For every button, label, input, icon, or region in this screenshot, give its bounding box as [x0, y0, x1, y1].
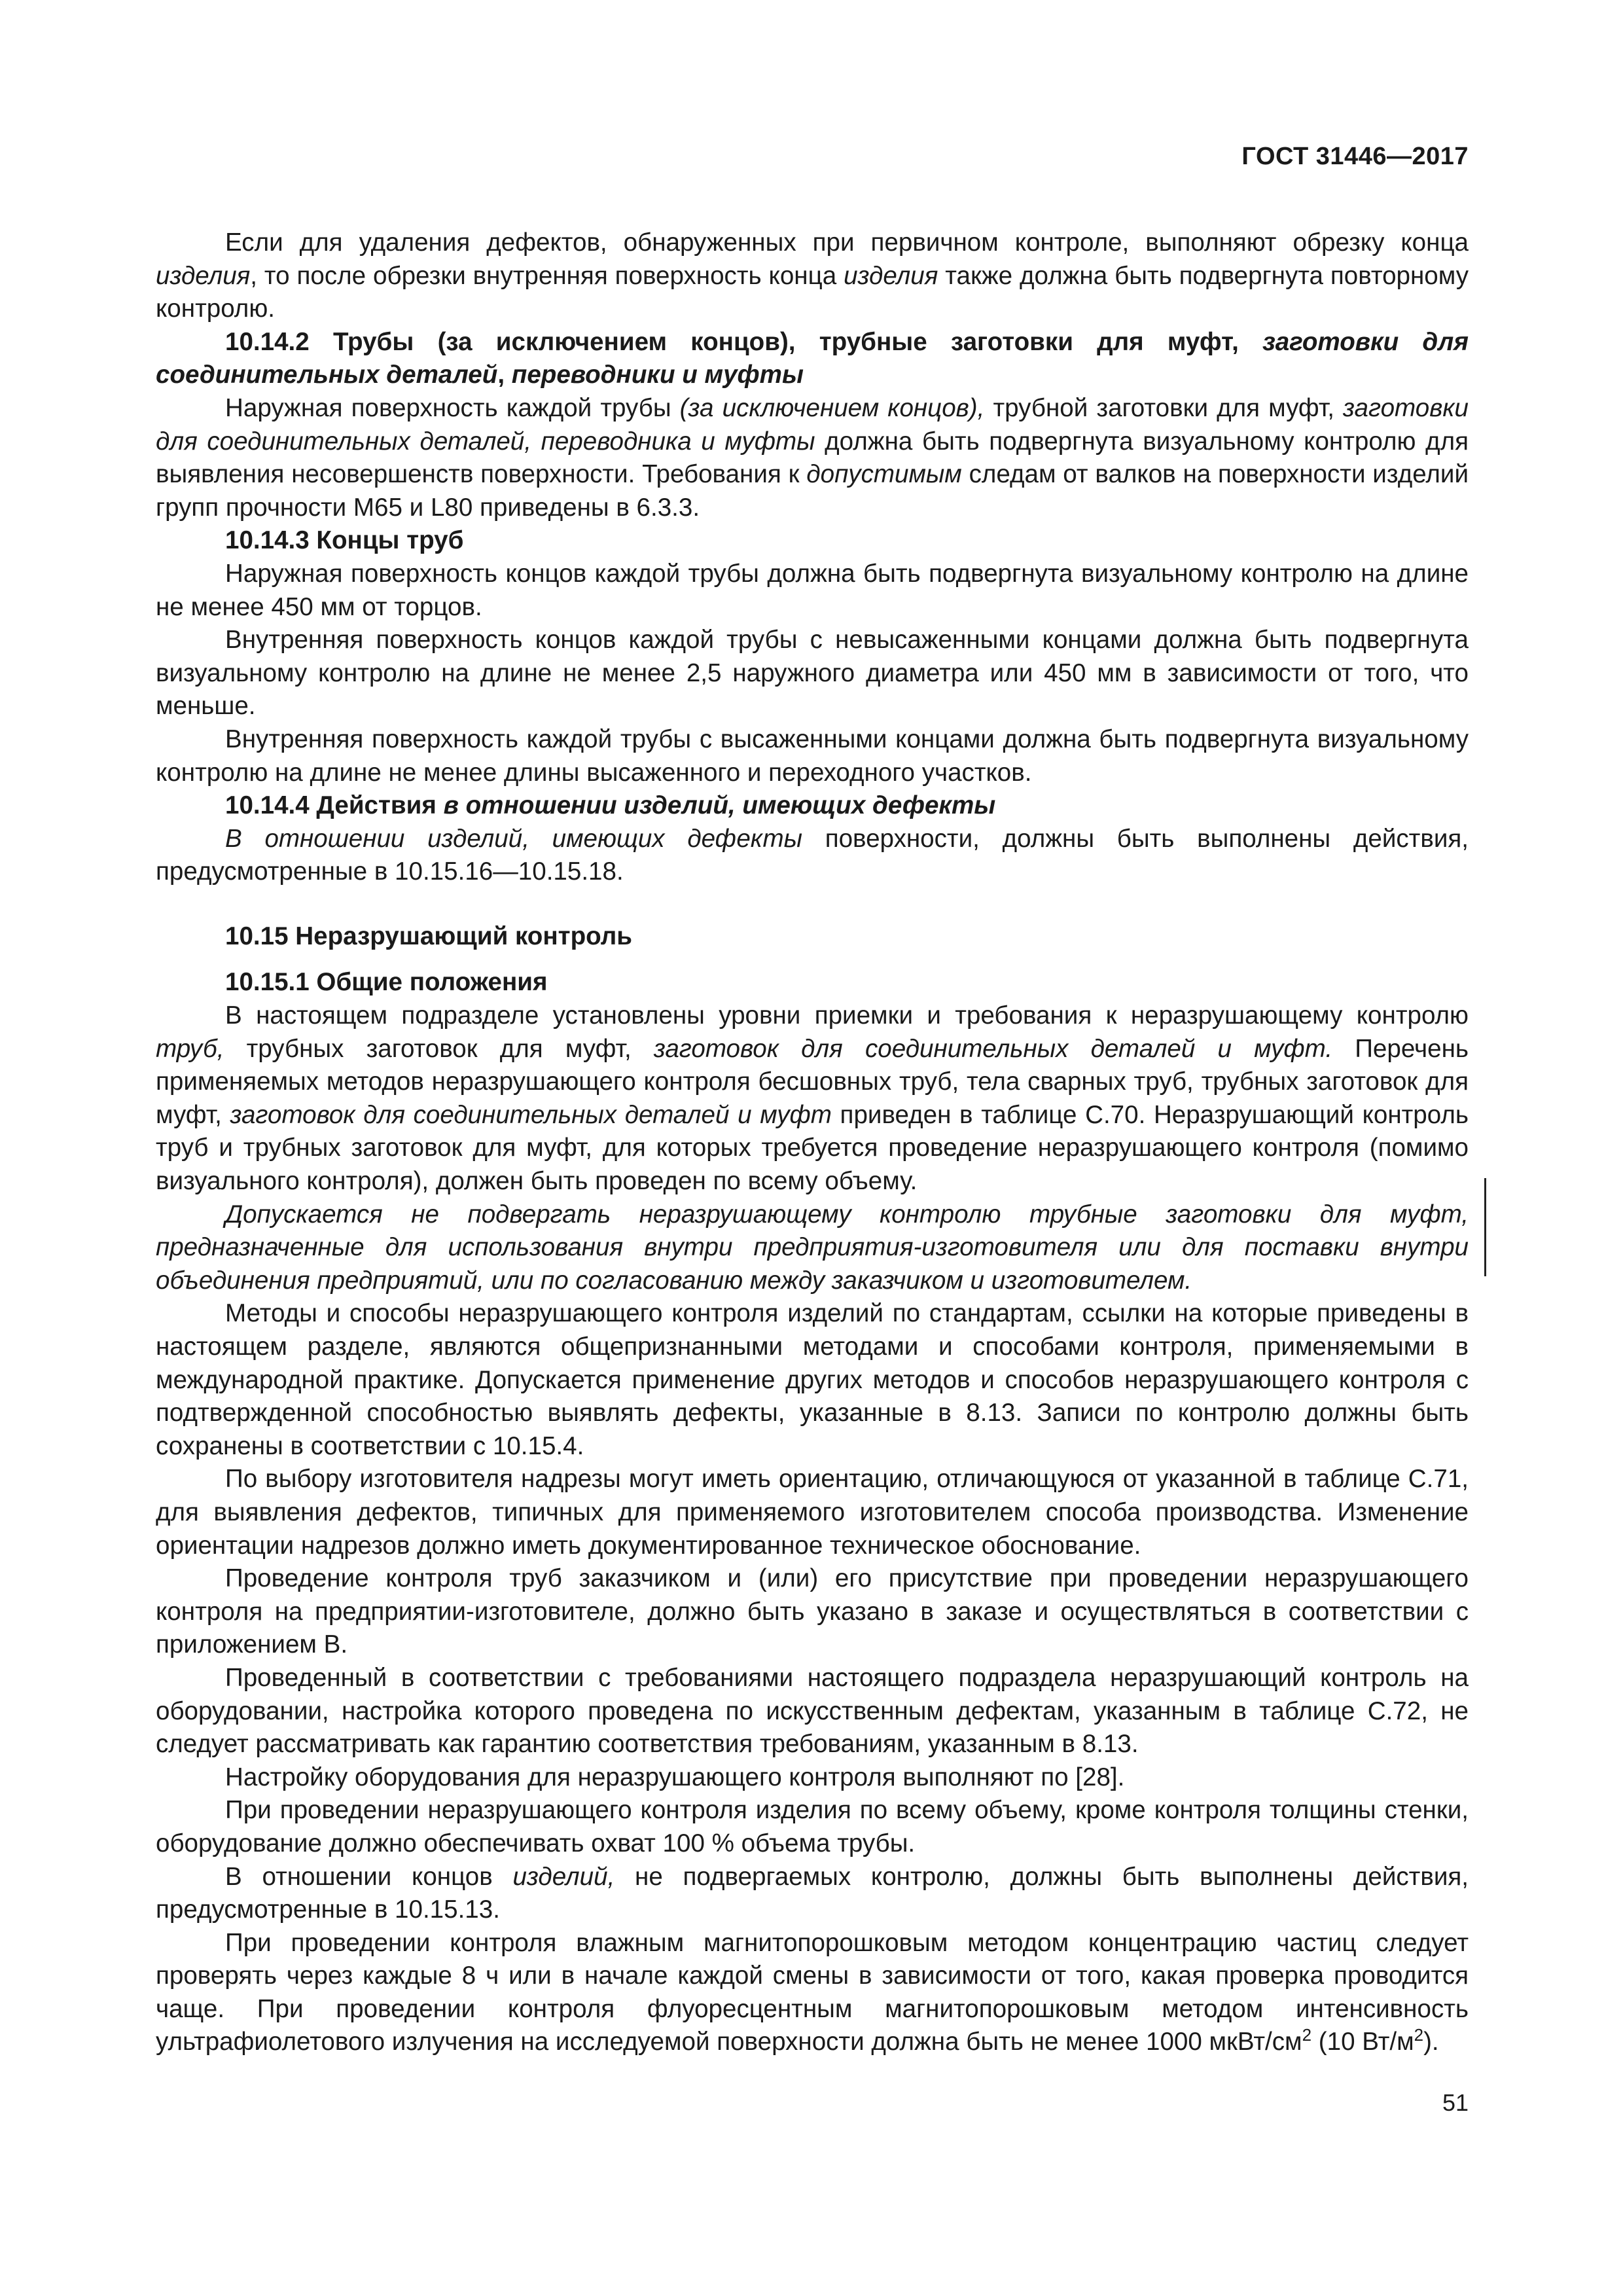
paragraph: Внутренняя поверхность концов каждой трубы с невысаженными концами должна быть подвергнута визуальному контролю на длине не менее 2,5 наружного диаметра или 450 мм в зависимости от того, что меньше.: [156, 626, 1469, 721]
paragraph: Методы и способы неразрушающего контроля изделий по стандартам, ссылки на которые приведены в настоящем разделе, являются общепризнанными методами и способами контроля, применяемыми в международной практике. Допускается применение других методов и способов неразрушающего контроля с подтвержденной способностью выявлять дефекты, указанные в 8.13. Записи по контролю должны быть сохранены в соответствии с 10.15.4.: [156, 1299, 1469, 1460]
paragraph: Настройку оборудования для неразрушающего контроля выполняют по [28].: [225, 1763, 1125, 1791]
paragraph: При проведении контроля влажным магнитопорошковым методом концентрацию частиц следует проверять через каждые 8 ч или в начале каждой смены в зависимости от того, какая проверка проводится чаще. При проведении контроля флуоресцентным магнитопорошковым методом интенсивность ультрафиолетового излучения на исследуемой поверхности должна быть не менее 1000 мкВт/$см^2$ (10 $Вт/м^2$).: [156, 1928, 1469, 2056]
paragraph: По выбору изготовителя надрезы могут иметь ориентацию, отличающуюся от указанной в таблице С.71, для выявления дефектов, типичных для применяемого изготовителем способа производства. Изменение ориентации надрезов должно иметь документированное техническое обоснование.: [156, 1465, 1469, 1560]
section-heading-10-14-3: 10.14.3 Концы труб: [225, 526, 464, 555]
paragraph: В отношении концов изделий, не подвергаемых контролю, должны быть выполнены действия, предусмотренные в 10.15.13.: [156, 1862, 1469, 1924]
paragraph: Внутренняя поверхность каждой трубы с высаженными концами должна быть подвергнута визуальному контролю на длине не менее длины высаженного и переходного участков.: [156, 725, 1469, 787]
paragraph: Проведение контроля труб заказчиком и (или) его присутствие при проведении неразрушающего контроля на предприятии-изготовителе, должно быть указано в заказе и осуществляться в соответствии с приложением В.: [156, 1564, 1469, 1659]
standard-code: ГОСТ 31446—2017: [1241, 143, 1469, 170]
section-heading-10-14-2: 10.14.2 Трубы (за исключением концов), трубные заготовки для муфт, заготовки для соединительных деталей, переводники и муфты: [156, 327, 1469, 389]
section-heading-10-15: 10.15 Неразрушающий контроль: [225, 922, 632, 950]
section-heading-10-14-4: 10.14.4 Действия в отношении изделий, имеющих дефекты: [225, 791, 996, 820]
paragraph: В отношении изделий, имеющих дефекты поверхности, должны быть выполнены действия, предусмотренные в 10.15.16—10.15.18.: [156, 824, 1469, 886]
paragraph: При проведении неразрушающего контроля изделия по всему объему, кроме контроля толщины стенки, оборудование должно обеспечивать охват 100 % объема трубы.: [156, 1796, 1469, 1857]
paragraph-italic-note: Допускается не подвергать неразрушающему контролю трубные заготовки для муфт, предназначенные для использования внутри предприятия-изготовителя или для поставки внутри объединения предприятий, или по согласованию между заказчиком и изготовителем.: [156, 1200, 1469, 1295]
paragraph: Наружная поверхность концов каждой трубы должна быть подвергнута визуальному контролю на длине не менее 450 мм от торцов.: [156, 559, 1469, 621]
change-bar: [1484, 1178, 1486, 1276]
page-number: 51: [1442, 2089, 1469, 2116]
paragraph: В настоящем подразделе установлены уровни приемки и требования к неразрушающему контролю труб, трубных заготовок для муфт, заготовок для соединительных деталей и муфт. Перечень применяемых методов неразрушающего контроля бесшовных труб, тела сварных труб, трубных заготовок для муфт, заготовок для соединительных деталей и муфт приведен в таблице С.70. Неразрушающий контроль труб и трубных заготовок для муфт, для которых требуется проведение неразрушающего контроля (помимо визуального контроля), должен быть проведен по всему объему.: [156, 1001, 1469, 1196]
paragraph: Если для удаления дефектов, обнаруженных при первичном контроле, выполняют обрезку конца изделия, то после обрезки внутренняя поверхность конца изделия также должна быть подвергнута повторному контролю.: [156, 228, 1469, 323]
page-body: [156, 226, 1469, 2059]
section-heading-10-15-1: 10.15.1 Общие положения: [225, 968, 548, 997]
paragraph: Проведенный в соответствии с требованиями настоящего подраздела неразрушающий контроль на оборудовании, настройка которого проведена по искусственным дефектам, указанным в таблице С.72, не следует рассматривать как гарантию соответствия требованиям, указанным в 8.13.: [156, 1663, 1469, 1759]
paragraph: Наружная поверхность каждой трубы (за исключением концов), трубной заготовки для муфт, заготовки для соединительных деталей, переводника и муфты должна быть подвергнута визуальному контролю для выявления несовершенств поверхности. Требования к допустимым следам от валков на поверхности изделий групп прочности М65 и L80 приведены в 6.3.3.: [156, 393, 1469, 522]
